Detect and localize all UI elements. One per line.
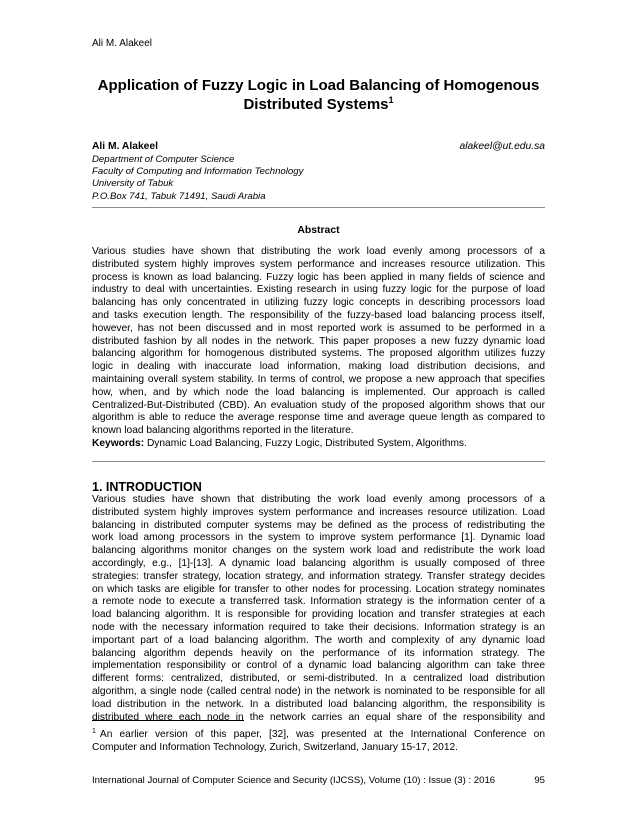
abstract-line: however, has not been discussed and in most reported work is assumed to be performed in a: [92, 322, 545, 334]
author-row: [92, 141, 545, 152]
abstract-line: maintaining overall system stability. In terms of control, we propose a new approach that specifies: [92, 373, 545, 385]
keywords: [92, 438, 467, 449]
keywords-text: Dynamic Load Balancing, Fuzzy Logic, Distributed System, Algorithms.: [146, 438, 467, 449]
introduction-line: a remote node to execute a transferred task. Information strategy is the information center of a: [92, 596, 545, 608]
section-heading-introduction: 1. INTRODUCTION: [92, 480, 202, 494]
abstract-line: Centralized-But-Distributed (CBD). An evaluation study of the proposed algorithm shows that our: [92, 399, 545, 411]
footnote: [92, 728, 545, 754]
affiliation-line: University of Tabuk: [92, 178, 174, 190]
footnote-line: [92, 728, 545, 741]
abstract-body: [92, 246, 545, 438]
footnote-text: An earlier version of this paper, [32], was presented at the International Conference on: [99, 729, 545, 740]
introduction-line: implementation responsibility or control of a dynamic load balancing algorithm can take three: [92, 660, 545, 672]
footnote-line: Computer and Information Technology, Zurich, Switzerland, January 15-17, 2012.: [92, 742, 459, 753]
page-number: 95: [534, 775, 545, 786]
introduction-line: load distribution in the network. In a distributed load balancing algorithm, the responsibility is: [92, 698, 545, 710]
introduction-line: balancing in distributed computer systems may be defined as the process of redistributing the: [92, 519, 545, 531]
abstract-line: industry to deal with uncertainties. Existing research in using fuzzy logic for the purpose of load: [92, 284, 545, 296]
introduction-line: accordingly, e.g., [1]-[13]. A dynamic load balancing algorithm is usually composed of three: [92, 557, 545, 569]
title-line-2: [92, 95, 545, 114]
introduction-line: distributed system highly improves system performance and increases resource utilization. Load: [92, 506, 545, 518]
introduction-line: Various studies have shown that distributing the work load evenly among processors of a: [92, 494, 545, 505]
author-email: alakeel@ut.edu.sa: [459, 141, 545, 152]
introduction-line: balancing algorithms monitor changes on the system work load and redistribute the work load: [92, 545, 545, 557]
keywords-label: Keywords:: [92, 438, 145, 449]
introduction-line: different forms: centralized, distributed, or semi-distributed. In a centralized load distribution: [92, 673, 545, 685]
affiliation-line: Department of Computer Science: [92, 154, 235, 165]
introduction-line: important part of a load balancing algorithm. The worth and complexity of any dynamic load: [92, 634, 545, 646]
introduction-body: [92, 494, 545, 724]
introduction-line: strategies: transfer strategy, location strategy, and information strategy. Transfer strategy decides: [92, 570, 545, 582]
abstract-line: logic in dealing with inaccurate load information, making load distribution decisions, and: [92, 361, 545, 373]
keywords-divider: [92, 461, 545, 462]
introduction-line: work load among processors in the system to improve system performance [1]. Dynamic load: [92, 532, 545, 544]
abstract-line: balancing algorithm for homogenous distributed systems. The proposed algorithm utilizes fuzzy: [92, 348, 545, 360]
title-line-2-text: Distributed Systems: [243, 96, 389, 113]
introduction-line: load balancing algorithm. It is responsible for providing location and transfer strategies at each: [92, 609, 545, 621]
abstract-line: algorithm is able to reduce the average response time and average queue length as compared to: [92, 412, 545, 424]
footnote-rule: [92, 720, 244, 721]
running-head: Ali M. Alakeel: [92, 38, 153, 49]
abstract-line: how, when, and by which node the load balancing is implemented. Our approach is called: [92, 386, 545, 398]
abstract-line: distributed fashion by all nodes in the network. This paper proposes a new fuzzy dynamic load: [92, 335, 545, 347]
page-footer: [92, 775, 545, 786]
introduction-line: algorithm, a single node (called central node) in the network is nominated to be responsible for all: [92, 685, 545, 697]
introduction-line: balancing algorithm depends heavily on the performance of its information strategy. The: [92, 647, 545, 659]
introduction-line: on which tasks are eligible for transfer to other nodes for processing. Location strategy nominates: [92, 583, 545, 595]
abstract-line: known load balancing algorithms reported in the literature.: [92, 425, 354, 437]
title-footnote-mark: 1: [388, 95, 394, 105]
footnote-mark: 1: [92, 727, 96, 735]
header-divider: [92, 207, 545, 208]
abstract-line: process is known as load balancing. Fuzzy logic has been applied in many fields of science and: [92, 271, 545, 283]
author-affiliation: [92, 154, 303, 203]
abstract-line: balancing has only concentrated in utilizing fuzzy logic concepts in describing processors load: [92, 297, 545, 309]
author-name: Ali M. Alakeel: [92, 141, 158, 152]
affiliation-line: Faculty of Computing and Information Technology: [92, 166, 304, 178]
abstract-heading: Abstract: [297, 225, 340, 236]
abstract-line: Various studies have shown that distributing the work load evenly among processors of a: [92, 246, 545, 257]
affiliation-line: P.O.Box 741, Tabuk 71491, Saudi Arabia: [92, 190, 266, 202]
journal-citation: International Journal of Computer Science and Security (IJCSS), Volume (10) : Issue (3) : 2016: [92, 775, 496, 786]
abstract-line: and tasks execution length. The responsibility of the fuzzy-based load balancing process itself,: [92, 309, 545, 321]
title-line-1: Application of Fuzzy Logic in Load Balancing of Homogenous: [97, 77, 540, 94]
introduction-line: node with the necessary information required to take their decisions. Information strategy is an: [92, 621, 545, 633]
paper-title: [92, 76, 545, 114]
introduction-line: distributed where each node in the network carries an equal share of the responsibility and: [92, 711, 545, 723]
abstract-line: distributed system highly improves system performance and increases resource utilization. This: [92, 258, 545, 270]
